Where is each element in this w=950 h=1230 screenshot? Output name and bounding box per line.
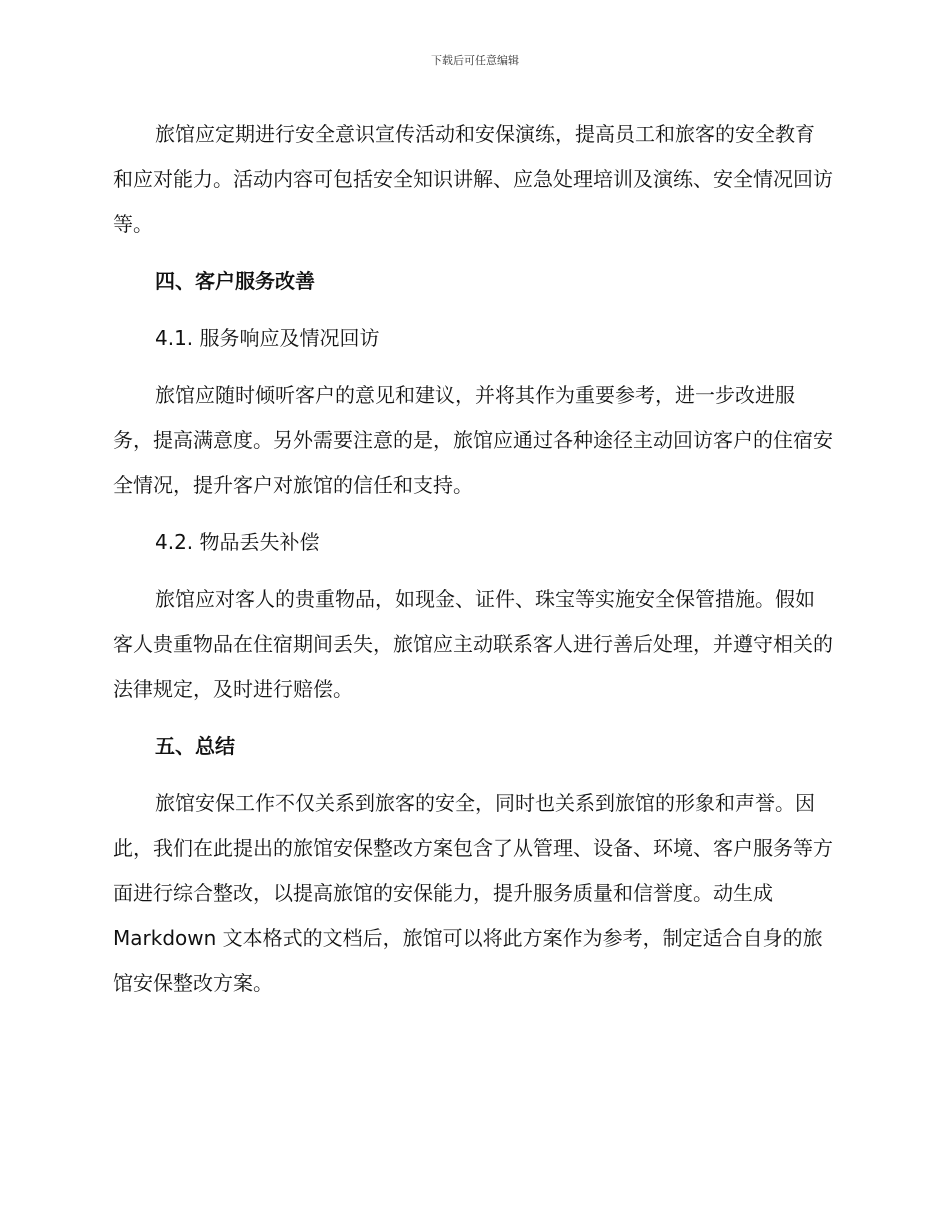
subsection-heading-service-response: 4.1. 服务响应及情况回访 bbox=[155, 326, 380, 350]
paragraph-service-response: 旅馆应随时倾听客户的意见和建议，并将其作为重要参考，进一步改进服务，提高满意度。另外需要注意的是，旅馆应通过各种途径主动回访客户的住宿安全情况，提升客户对旅馆的信任和支持。 bbox=[113, 383, 833, 497]
paragraph-lost-items: 旅馆应对客人的贵重物品，如现金、证件、珠宝等实施安全保管措施。假如客人贵重物品在住宿期间丢失，旅馆应主动联系客人进行善后处理，并遵守相关的法律规定，及时进行赔偿。 bbox=[113, 587, 833, 701]
subsection-heading-lost-items: 4.2. 物品丢失补偿 bbox=[155, 530, 320, 554]
section-heading-summary: 五、总结 bbox=[155, 734, 235, 758]
paragraph-safety-training: 旅馆应定期进行安全意识宣传活动和安保演练，提高员工和旅客的安全教育和应对能力。活动内容可包括安全知识讲解、应急处理培训及演练、安全情况回访等。 bbox=[113, 122, 833, 236]
paragraph-summary: 旅馆安保工作不仅关系到旅客的安全，同时也关系到旅馆的形象和声誉。因此，我们在此提出的旅馆安保整改方案包含了从管理、设备、环境、客户服务等方面进行综合整改，以提高旅馆的安保能力，提升服务质量和信誉度。动生成 Markdown 文本格式的文档后，旅馆可以将此方案作为参考，制定适合自身的旅馆安保整改方案。 bbox=[113, 791, 833, 995]
page-header-note: 下载后可任意编辑 bbox=[431, 54, 519, 67]
section-heading-customer-service: 四、客户服务改善 bbox=[155, 269, 315, 293]
document-body bbox=[113, 112, 833, 1018]
